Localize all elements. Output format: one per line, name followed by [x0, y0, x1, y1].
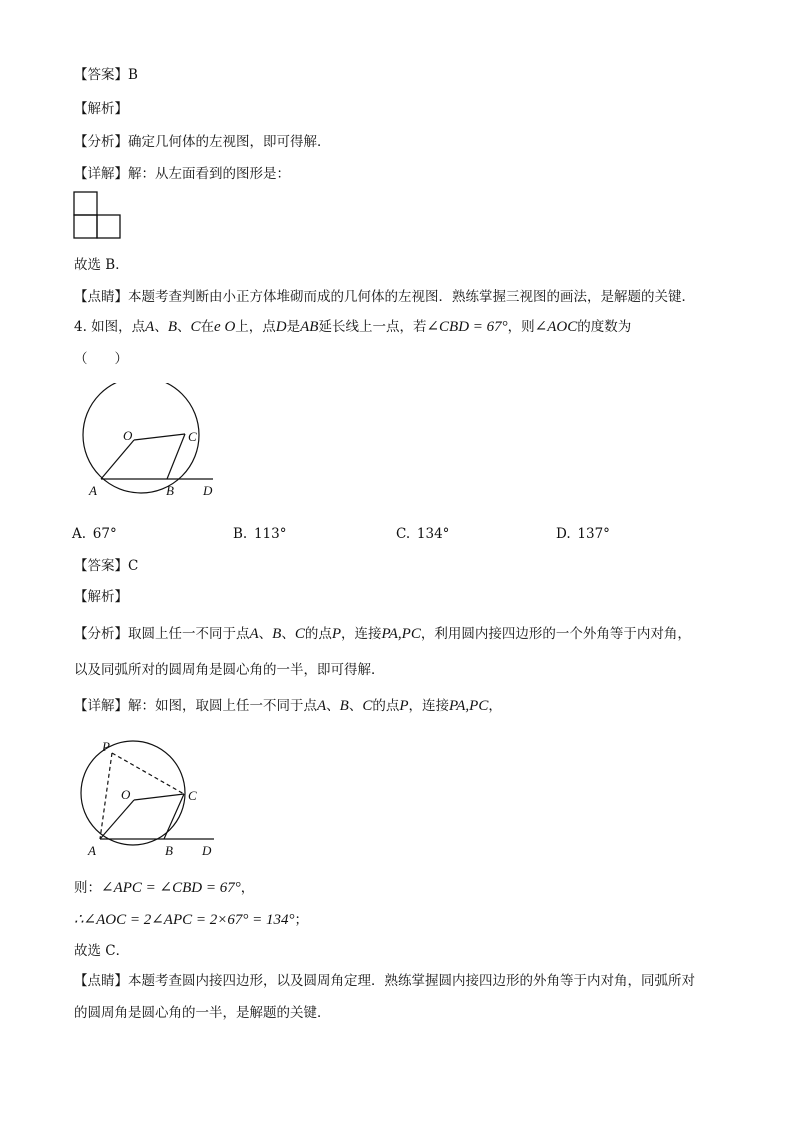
circle: [81, 741, 185, 845]
q4-stem-mid3: 是: [286, 319, 301, 335]
q4-fenxi-line2: 以及同弧所对的圆周角是圆心角的一半，即可得解．: [74, 662, 385, 678]
q4-paren: （ ）: [74, 351, 128, 367]
label-b: B: [166, 483, 174, 498]
square-bottom-right: [97, 215, 120, 238]
q4-step1: 则：∠APC = ∠CBD = 67°，: [74, 880, 255, 896]
q4-stem-mid2: 上，点: [235, 319, 276, 335]
sep: 、: [177, 319, 191, 335]
label-c: C: [188, 788, 197, 803]
segment-oc: [134, 794, 184, 800]
option-a: A. 67°: [72, 526, 117, 542]
option-b: B. 113°: [233, 526, 287, 542]
segment-cb: [164, 794, 184, 839]
option-c: C. 134°: [396, 526, 450, 542]
label-d: D: [202, 843, 212, 858]
q4-conclusion: 故选 C．: [74, 943, 130, 959]
label-o: O: [123, 428, 133, 443]
q4-stem-prefix: 4. 如图，点: [74, 319, 146, 335]
q4-figure-1: [74, 383, 224, 503]
sep: 、: [154, 319, 168, 335]
q4-step2: ∴∠AOC = 2∠APC = 2×67° = 134°；: [74, 912, 308, 928]
circle: [83, 383, 199, 493]
q3-analysis-label: 【解析】: [74, 101, 128, 117]
q3-dianjing: 【点睛】本题考查判断由小正方体堆砌而成的几何体的左视图．熟练掌握三视图的画法，是解题的关键．: [74, 289, 695, 305]
q4-answer: 【答案】C: [74, 558, 139, 574]
segment-oc: [134, 434, 185, 440]
q3-conclusion: 故选 B．: [74, 257, 129, 273]
q3-xiangjie: 【详解】解：从左面看到的图形是：: [74, 166, 290, 182]
q3-answer: 【答案】B: [74, 67, 138, 83]
point-c: C: [190, 319, 201, 335]
label-o: O: [121, 787, 131, 802]
q4-stem-mid4: 延长线上一点，若: [318, 319, 427, 335]
label-p: P: [102, 739, 110, 754]
q4-analysis-label: 【解析】: [74, 589, 128, 605]
q4-stem: [74, 318, 631, 336]
q4-stem-mid5: ，则: [507, 319, 535, 335]
point-a: A: [145, 319, 155, 335]
label-b: B: [165, 843, 173, 858]
label-c: C: [188, 429, 197, 444]
left-view-figure: [72, 190, 124, 242]
segment-ao: [100, 800, 134, 839]
label-d: D: [203, 483, 213, 498]
label-a: A: [89, 483, 97, 498]
segment-ao: [101, 440, 134, 479]
q4-dianjing-1: 【点睛】本题考查圆内接四边形，以及圆周角定理．熟练掌握圆内接四边形的外角等于内对角，同弧所对: [74, 973, 695, 989]
q4-condition: ∠CBD = 67°: [426, 319, 508, 335]
point-d: D: [275, 319, 287, 335]
circle-o: e O: [214, 319, 236, 335]
segment-pa: [100, 753, 112, 839]
q3-fenxi: 【分析】确定几何体的左视图，即可得解．: [74, 134, 331, 150]
square-top: [74, 192, 97, 215]
q4-figure-2: [74, 736, 224, 861]
option-d: D. 137°: [556, 526, 610, 542]
label-a: A: [88, 843, 96, 858]
q4-xiangjie: 【详解】解：如图，取圆上任一不同于点A、B、C的点P，连接PA,PC，: [74, 698, 502, 714]
point-b: B: [167, 319, 178, 335]
q4-stem-tail: 的度数为: [577, 319, 632, 335]
segment-cb: [167, 434, 185, 479]
q4-ask: ∠AOC: [534, 319, 578, 335]
square-bottom-left: [74, 215, 97, 238]
segment-ab: AB: [300, 319, 319, 335]
q4-stem-mid1: 在: [200, 319, 215, 335]
q4-fenxi: 【分析】取圆上任一不同于点A、B、C的点P，连接PA,PC，利用圆内接四边形的一个外角等于内对角，: [74, 626, 691, 642]
q4-dianjing-2: 的圆周角是圆心角的一半，是解题的关键．: [74, 1005, 331, 1021]
